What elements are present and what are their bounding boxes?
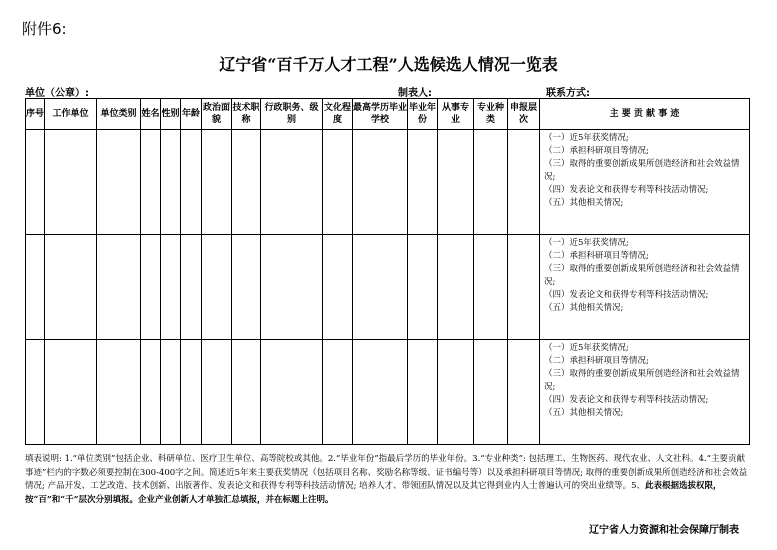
col-header-contributions: 主 要 贡 献 事 迹 [540,99,750,130]
contribution-line: （四）发表论文和获得专利等科技活动情况; [544,185,709,195]
col-header-political-status: 政治面貌 [202,99,232,130]
contribution-cell [540,235,750,340]
col-header-grad-year: 毕业年份 [408,99,438,130]
contribution-line: （五）其他相关情况; [544,408,624,418]
col-header-major: 从事专业 [438,99,474,130]
instructions-text: 填表说明: 1.“单位类别”包括企业、科研单位、医疗卫生单位、高等院校或其他。2.“毕业年份”指最后学历的毕业年份。3.“专业种类”: 包括理工、生物医药、现代农业、人文社科。4.“主要贡献事迹”栏内的字数必须要控制在300-400字之间。简述近5年来主要获奖情况（包括项目名称、奖励名称等级、证书编号等）以及承担科研项目等情况; 取得的重要创新成果所创造经济和社会效益情况; 产品开发、工艺改造、技术创新、出版著作、发表论文和获得专利等科技活动情况; 培养人才、带领团队情况以及其它得到业内人士普遍认可的突出业绩等。5、 [25,454,748,491]
contribution-cell [540,340,750,445]
col-header-tech-title: 技术职称 [232,99,261,130]
contribution-line: （四）发表论文和获得专利等科技活动情况; [544,290,709,300]
col-header-level: 申报层次 [508,99,540,130]
table-row [26,235,750,340]
contribution-line: （三）取得的重要创新成果所创造经济和社会效益情况; [544,159,740,182]
contribution-line: （三）取得的重要创新成果所创造经济和社会效益情况; [544,369,740,392]
col-header-workplace: 工作单位 [45,99,97,130]
contribution-line: （二）承担科研项目等情况; [544,146,649,156]
contribution-line: （一）近5年获奖情况; [544,133,629,143]
form-instructions [25,453,753,507]
issuer-footer: 辽宁省人力资源和社会保障厅制表 [589,525,739,536]
table-row [26,130,750,235]
contribution-line: （三）取得的重要创新成果所创造经济和社会效益情况; [544,264,740,287]
col-header-education: 文化程度 [323,99,353,130]
col-header-seq: 序号 [26,99,45,130]
contribution-line: （一）近5年获奖情况; [544,343,629,353]
col-header-name: 姓名 [141,99,161,130]
header-row [26,99,750,130]
contact-label: 联系方式: [546,88,590,99]
unit-label: 单位（公章）: [25,88,89,99]
instructions-bold-text: 此表根据选拔权限，按“百”和“千”层次分别填报。企业产业创新人才单独汇总填报，并在标题上注明。 [25,481,722,505]
contribution-line: （四）发表论文和获得专利等科技活动情况; [544,395,709,405]
col-header-admin-position: 行政职务、级别 [261,99,323,130]
contribution-line: （二）承担科研项目等情况; [544,251,649,261]
candidate-table [25,98,750,445]
contribution-line: （一）近5年获奖情况; [544,238,629,248]
contribution-line: （二）承担科研项目等情况; [544,356,649,366]
table-row [26,340,750,445]
page-title: 辽宁省“百千万人才工程”人选候选人情况一览表 [219,55,558,74]
col-header-major-type: 专业种类 [474,99,508,130]
contribution-line: （五）其他相关情况; [544,198,624,208]
col-header-graduate-school: 最高学历毕业学校 [353,99,408,130]
col-header-gender: 性别 [161,99,181,130]
contribution-cell [540,130,750,235]
attachment-label: 附件6: [22,20,67,38]
contribution-line: （五）其他相关情况; [544,303,624,313]
col-header-unit-type: 单位类别 [97,99,141,130]
maker-label: 制表人: [398,88,432,99]
col-header-age: 年龄 [181,99,202,130]
